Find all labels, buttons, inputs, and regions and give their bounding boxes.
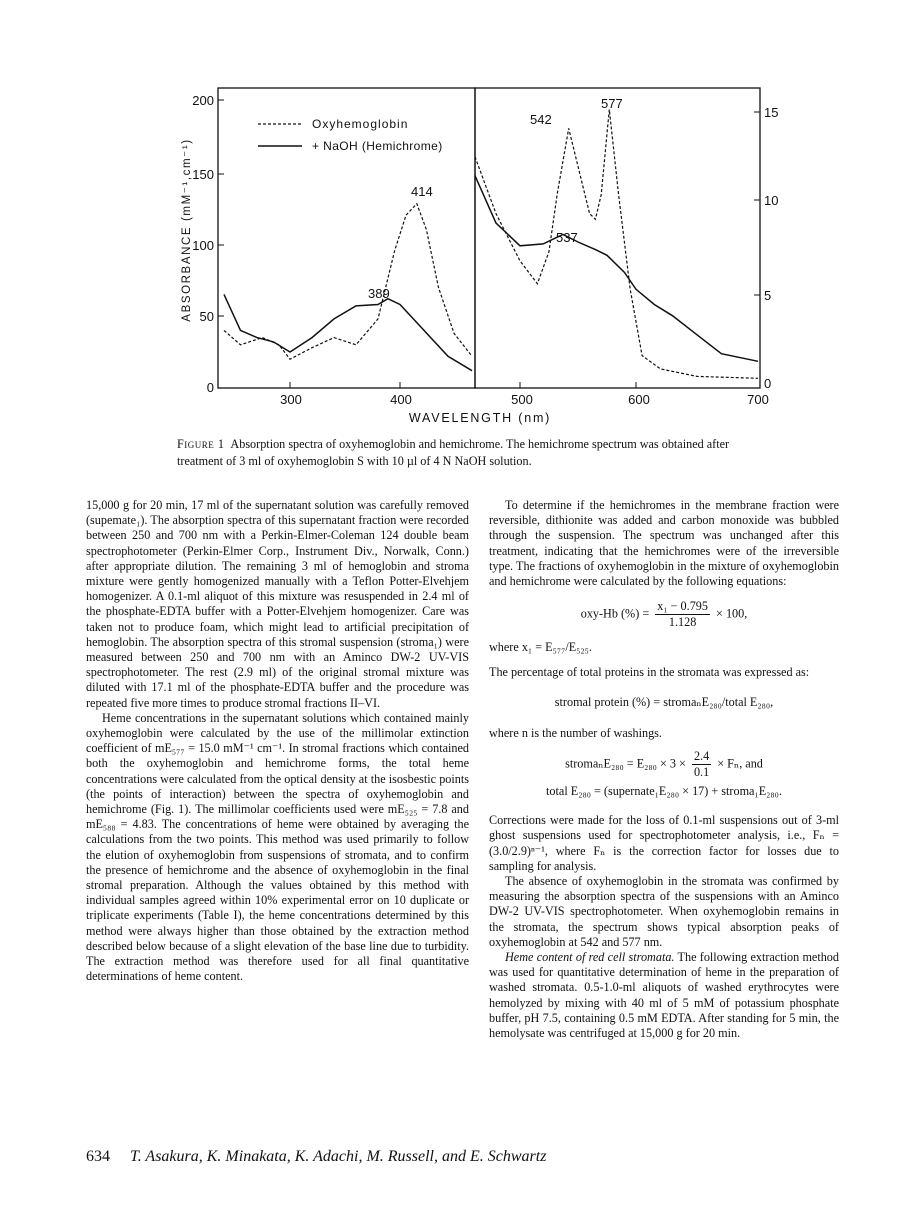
paragraph-text: The following extraction method was used for quantitative determination of heme in the preparation of washed stromata. 0.5-1.0-ml aliquots of washed erythrocytes were hemolyzed by mixing with 40 ml of 5 mM of potassium phosphate buffer, pH 7.5, containing 0.5 mM EDTA. After standing for 5 min, the hemolysate was centrifuged at 15,000 g for 20 min. bbox=[489, 950, 839, 1041]
right-tick-label: 10 bbox=[764, 193, 779, 208]
right-tick-label: 15 bbox=[764, 105, 779, 120]
denominator: 0.1 bbox=[693, 765, 710, 780]
legend-label-hemichrome: + NaOH (Hemichrome) bbox=[312, 139, 443, 153]
left-tick-label: 50 bbox=[199, 309, 214, 324]
right-tick-label: 0 bbox=[764, 376, 772, 391]
equation-part: oxy-Hb (%) = bbox=[580, 606, 650, 621]
page-footer bbox=[86, 1148, 786, 1166]
figure-1-chart bbox=[0, 0, 898, 440]
right-tick-label: 5 bbox=[764, 288, 772, 303]
figure-label: Figure 1 bbox=[177, 437, 225, 451]
denominator: 1.128 bbox=[668, 615, 697, 630]
x-tick-label: 600 bbox=[628, 392, 650, 407]
equation-total-e280: total E₂₈₀ = (supernate₁E₂₈₀ × 17) + stroma₁E₂₈₀. bbox=[546, 784, 782, 799]
right-y-axis bbox=[754, 105, 778, 391]
section-heading: Heme content of red cell stromata. bbox=[505, 950, 675, 965]
left-column bbox=[86, 498, 469, 985]
peak-label: 577 bbox=[601, 96, 623, 111]
equation-part: × Fₙ, and bbox=[717, 756, 763, 771]
paragraph: The absence of oxyhemoglobin in the stromata was confirmed by measuring the absorption spectra of the suspensions with an Aminco DW-2 UV-VIS spectrophotometer. When oxyhemoglobin remains in the stromata, the spectrum shows typical absorption peaks of oxyhemoglobin at 542 and 577 nm. bbox=[489, 874, 839, 949]
peak-label: 537 bbox=[556, 230, 578, 245]
left-tick-label: 0 bbox=[206, 380, 214, 395]
oxyhemoglobin-series-line bbox=[224, 204, 472, 360]
x-tick-label: 400 bbox=[390, 392, 412, 407]
right-panel-frame bbox=[475, 88, 760, 388]
where-clause: where x₁ = E₅₇₇/E₅₂₅. bbox=[489, 640, 592, 655]
series-layer bbox=[224, 110, 758, 379]
x-tick-label: 300 bbox=[280, 392, 302, 407]
equation-stromal-protein: stromal protein (%) = stromaₙE₂₈₀/total E₂₈₀, bbox=[554, 694, 774, 709]
figure-caption bbox=[177, 436, 777, 470]
peak-label: 542 bbox=[530, 112, 552, 127]
paragraph: Heme concentrations in the supernatant solutions which contained mainly oxyhemoglobin were calculated by the use of the millimolar extinction coefficient of mE₅₇₇ = 15.0 mM⁻¹ cm⁻¹. In stromal fractions which contained both the oxyhemoglobin and hemichrome forms, the total heme concentrations were calculated from the optical density at the isosbestic points (the points of interaction) between the spectra of oxyhemoglobin and hemichrome (Fig. 1). The millimolar coefficients used were mE₅₂₅ = 7.8 and mE₅₈₈ = 4.83. The concentrations of heme were obtained by averaging the calculations from the two points. This method was used primarily to follow the elution of oxyhemoglobin from suspensions of stromata, and to confirm the presence of hemichrome and the absence of oxyhemoglobin in the final stromal preparation. Although the values obtained by this method with individual samples agreed within 10% experimental error on 10 duplicate or triplicate experiments (Table I), the heme concentrations determined by this method were always higher than those obtained by the extraction method described below because of a slight elevation of the base line due to turbidity. The extraction method was therefore used for all final quantitative determinations of heme content. bbox=[86, 710, 469, 984]
right-column bbox=[489, 498, 839, 1041]
x-tick-label: 500 bbox=[511, 392, 533, 407]
fraction bbox=[655, 599, 710, 630]
hemichrome-series-line bbox=[224, 294, 472, 370]
peak-label: 389 bbox=[368, 286, 390, 301]
paragraph: The percentage of total proteins in the stromata was expressed as: bbox=[489, 665, 810, 680]
fraction bbox=[692, 749, 711, 780]
x-axis-label: WAVELENGTH (nm) bbox=[408, 411, 552, 425]
equation-part: stromaₙE₂₈₀ = E₂₈₀ × 3 × bbox=[565, 756, 686, 771]
where-clause: where n is the number of washings. bbox=[489, 725, 662, 740]
x-tick-label: 700 bbox=[747, 392, 769, 407]
left-tick-label: 100 bbox=[192, 238, 214, 253]
numerator: 2.4 bbox=[693, 749, 710, 764]
paragraph bbox=[489, 950, 839, 1041]
equation-oxy-hb bbox=[489, 599, 839, 630]
numerator: x₁ − 0.795 bbox=[657, 599, 708, 614]
equation-stroma-e280 bbox=[489, 749, 839, 780]
left-tick-label: 150 bbox=[192, 167, 214, 182]
legend bbox=[258, 117, 443, 153]
x-axis bbox=[280, 382, 769, 407]
equation-part: × 100, bbox=[716, 606, 748, 621]
legend-label-oxyhemoglobin: Oxyhemoglobin bbox=[312, 117, 409, 131]
running-authors: T. Asakura, K. Minakata, K. Adachi, M. Russell, and E. Schwartz bbox=[130, 1148, 547, 1165]
paragraph: 15,000 g for 20 min, 17 ml of the supernatant solution was carefully removed (supemate₁). The absorption spectra of this supernatant fraction were recorded between 250 and 700 nm with a Perkin-Elmer-Coleman 124 double beam spectrophotometer (Perkin-Elmer Corp., Instrument Div., Norwalk, Conn.) after appropriate dilution. The remaining 3 ml of hemoglobin and stroma mixture were gently homogenized manually with a Teflon Potter-Elvehjem homogenizer. A 0.1-ml aliquot of this mixture was resuspended in 2.4 ml of the phosphate-EDTA buffer with a Potter-Elvehjem homogenizer. Care was taken not to produce foam, which might lead to artificial precipitation of hemoglobin. The absorption spectra of this stromal suspension (stroma₁) were measured between 250 and 700 nm with an Aminco DW-2 UV-VIS spectrophotometer. The rest (2.9 ml) of the original stromal mixture was diluted with 17.1 ml of the phosphate-EDTA buffer and the procedure was repeated five more times to produce stromal fractions II–VI. bbox=[86, 498, 469, 710]
caption-text: Absorption spectra of oxyhemoglobin and hemichrome. The hemichrome spectrum was obtained after treatment of 3 ml of oxyhemoglobin S with 10 µl of 4 N NaOH solution. bbox=[177, 437, 730, 468]
paragraph: To determine if the hemichromes in the membrane fraction were reversible, dithionite was added and carbon monoxide was bubbled through the suspension. The spectrum was unchanged after this treatment, indicating that the hemichromes were of the irreversible type. The fractions of oxyhemoglobin in the mixture of oxyhemoglobin and hemichrome were calculated by the following equations: bbox=[489, 498, 839, 589]
hemichrome-series-line bbox=[475, 176, 758, 362]
left-y-axis bbox=[192, 93, 224, 395]
peak-label: 414 bbox=[411, 184, 433, 199]
y-axis-label: ABSORBANCE (mM⁻¹,cm⁻¹) bbox=[181, 138, 193, 322]
left-tick-label: 200 bbox=[192, 93, 214, 108]
paragraph: Corrections were made for the loss of 0.1-ml suspensions out of 3-ml ghost suspensions used for spectrophotometer analysis, i.e., Fₙ = (3.0/2.9)ⁿ⁻¹, where Fₙ is the correction factor for losses due to sampling for analysis. bbox=[489, 813, 839, 873]
page-number: 634 bbox=[86, 1148, 110, 1165]
